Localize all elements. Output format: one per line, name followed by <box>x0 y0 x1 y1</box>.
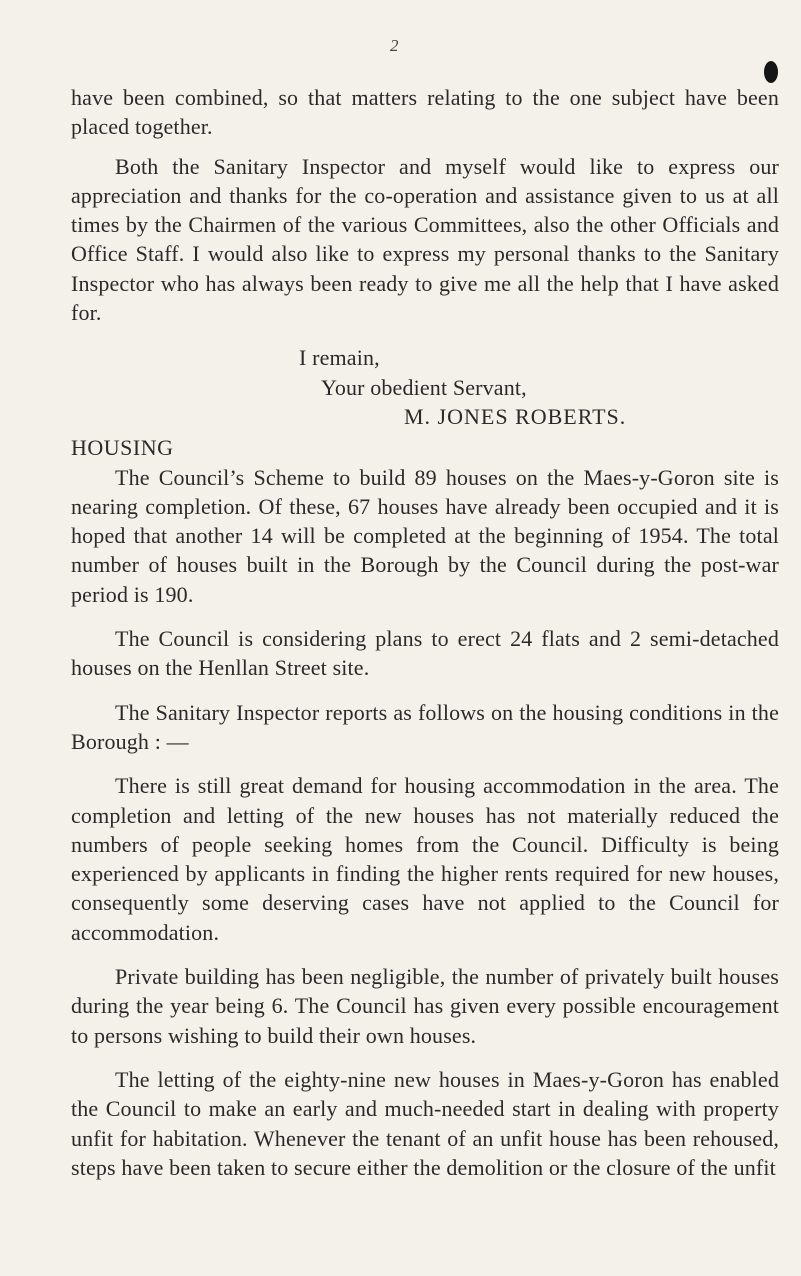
housing-paragraph-private-building: Private building has been negligible, the number of privately built houses during the year being 6. The Council has given every possible encouragement to persons wishing to build their own houses. <box>71 964 779 1048</box>
thanks-paragraph: Both the Sanitary Inspector and myself would like to express our appreciation and thanks for the co-operation and assistance given to us at all times by the Chairmen of the various Committees, also the other Officials and Office Staff. I would also like to express my personal thanks to the Sanitary Inspector who has always been ready to give me all the help that I have asked for. <box>71 153 779 326</box>
housing-paragraph-inspector-report: The Sanitary Inspector reports as follows on the housing conditions in the Borough : — <box>71 699 779 754</box>
housing-paragraph-henllan: The Council is considering plans to erect 24 flats and 2 semi-detached houses on the Henllan Street site. <box>71 626 779 681</box>
body-text <box>71 83 779 1182</box>
letter-signoff <box>71 343 779 431</box>
signoff-servant: Your obedient Servant, <box>321 374 527 400</box>
signature: M. JONES ROBERTS. <box>404 403 627 429</box>
housing-paragraph-demand: There is still great demand for housing accommodation in the area. The completion and letting of the new houses has not materially reduced the numbers of people seeking homes from the Council. Difficulty is being experienced by applicants in finding the higher rents required for new houses, consequently some deserving cases have not applied to the Council for accommodation. <box>71 773 779 945</box>
page-number: 2 <box>390 36 399 55</box>
section-heading-housing: HOUSING <box>71 435 174 461</box>
signoff-closing: I remain, <box>299 345 380 371</box>
intro-continuation-paragraph: have been combined, so that matters relating to the one subject have been placed together. <box>71 85 779 140</box>
punch-hole <box>764 61 778 83</box>
housing-paragraph-scheme: The Council’s Scheme to build 89 houses on the Maes-y-Goron site is nearing completion. Of these, 67 houses have already been occupied and it is hoped that another 14 will be completed at the beginning of 1954. The total number of houses built in the Borough by the Council during the post-war period is 190. <box>71 464 779 607</box>
housing-paragraph-letting: The letting of the eighty-nine new houses in Maes-y-Goron has enabled the Council to make an early and much-needed start in dealing with property unfit for habitation. Whenever the tenant of an unfit house has been rehoused, steps have been taken to secure either the demolition or the closure of the unfit <box>71 1066 779 1180</box>
